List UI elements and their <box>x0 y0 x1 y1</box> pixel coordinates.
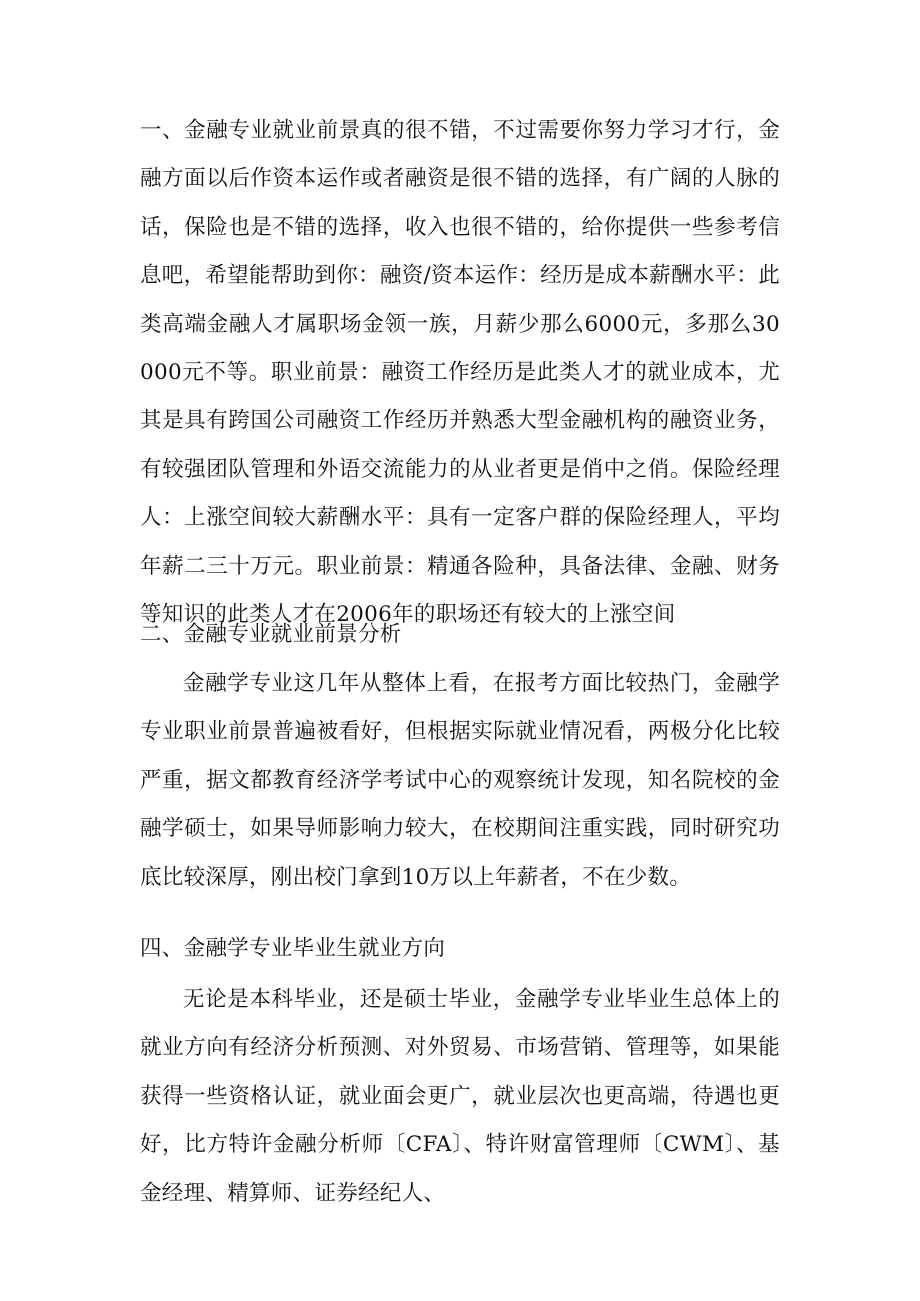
section1-paragraph: 一、金融专业就业前景真的很不错，不过需要你努力学习才行，金融方面以后作资本运作或者融资是很不错的选择，有广阔的人脉的话，保险也是不错的选择，收入也很不错的，给你提供一些参考信息吧，希望能帮助到你：融资/资本运作：经历是成本薪酬水平：此类高端金融人才属职场金领一族，月薪少那么6000元，多那么30000元不等。职业前景：融资工作经历是此类人才的就业成本，尤其是具有跨国公司融资工作经历并熟悉大型金融机构的融资业务，有较强团队管理和外语交流能力的从业者更是俏中之俏。保险经理人：上涨空间较大薪酬水平：具有一定客户群的保险经理人，平均年薪二三十万元。职业前景：精通各险种，具备法律、金融、财务等知识的此类人才在2006年的职场还有较大的上涨空间 <box>140 118 780 628</box>
section2-heading: 二、金融专业就业前景分析 <box>140 622 402 647</box>
section4-paragraph: 无论是本科毕业，还是硕士毕业，金融学专业毕业生总体上的就业方向有经济分析预测、对外贸易、市场营销、管理等，如果能获得一些资格认证，就业面会更广，就业层次也更高端，待遇也更好，比方特许金融分析师〔CFA〕、特许财富管理师〔CWM〕、基金经理、精算师、证券经纪人、 <box>140 987 780 1206</box>
section2-paragraph: 金融学专业这几年从整体上看，在报考方面比较热门，金融学专业职业前景普遍被看好，但根据实际就业情况看，两极分化比较严重，据文都教育经济学考试中心的观察统计发现，知名院校的金融学硕士，如果导师影响力较大，在校期间注重实践，同时研究功底比较深厚，刚出校门拿到10万以上年薪者，不在少数。 <box>140 671 780 890</box>
section4-heading: 四、金融学专业毕业生就业方向 <box>140 936 446 961</box>
